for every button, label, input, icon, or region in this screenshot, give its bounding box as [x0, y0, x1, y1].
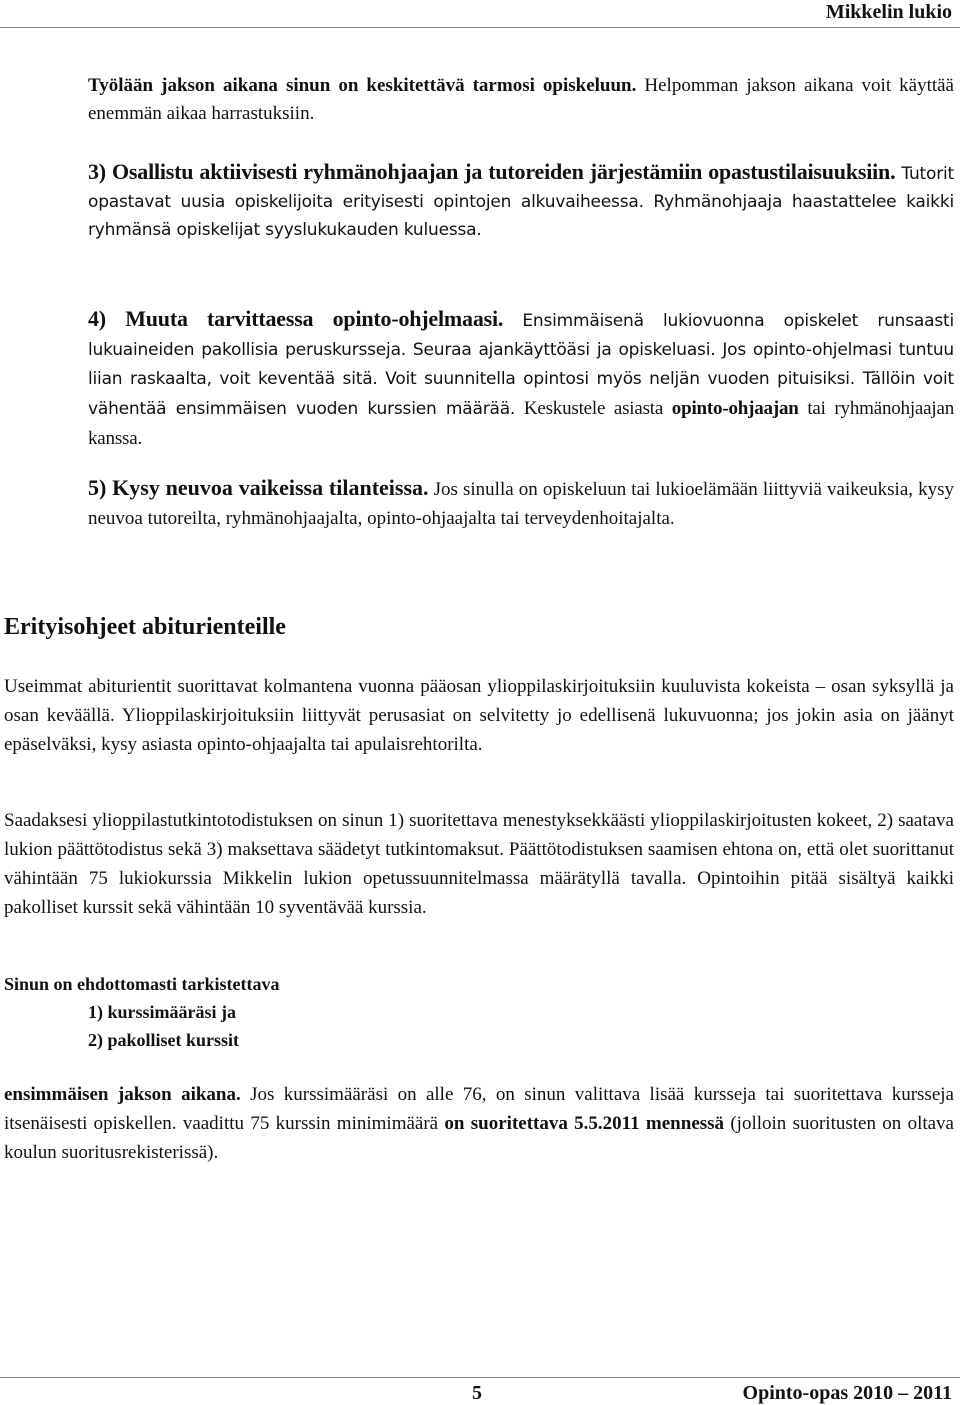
paragraph-deadline-text1: Jos kurssimääräsi on alle 76, on sinun valittava lisää kursseja tai suoritettava kursseja itsenäisesti opiskellen. vaadittu 75 kurssin minimimäärä: [4, 1084, 954, 1134]
paragraph-diploma: Saadaksesi ylioppilastutkintotodistuksen on sinun 1) suoritettava menestyksekkäästi ylioppilaskirjoitusten kokeet, 2) saatava lukion päättötodistus sekä 3) maksettava säädetyt tutkintomaksut. Päättötodistuksen saamisen ehtona on, että olet suorittanut vähintään 75 lukiokurssia Mikkelin lukion opetussuunnitelmassa määrätyllä tavalla. Opintoihin pitää sisältyä kaikki pakolliset kurssit sekä vähintään 10 syventävää kurssia.: [4, 810, 954, 918]
paragraph-tutors: [88, 158, 954, 244]
page-number: 5: [472, 1382, 482, 1404]
check-item-1: 1) kurssimääräsi ja: [88, 1002, 236, 1022]
header-title: Mikkelin lukio: [825, 1, 952, 23]
paragraph-study-plan: [88, 304, 954, 454]
paragraph-focus: [88, 72, 954, 128]
section-title: Erityisohjeet abiturienteille: [4, 614, 286, 640]
paragraph-ask-advice: [88, 473, 954, 533]
paragraph-deadline-text2: (jolloin suoritusten on oltava koulun suoritusrekisterissä).: [4, 1113, 954, 1163]
paragraph-ask-advice-bold: 5) Kysy neuvoa vaikeissa tilanteissa.: [88, 475, 429, 500]
paragraph-tutors-bold: 3) Osallistu aktiivisesti ryhmänohjaajan ja tutoreiden järjestämiin opastustilaisuuksiin.: [88, 159, 896, 184]
paragraph-abiturients: Useimmat abiturientit suorittavat kolmantena vuonna pääosan ylioppilaskirjoituksiin kuuluvista kokeista – osan syksyllä ja osan keväällä. Ylioppilaskirjoituksiin liittyvät perusasiat on selvitetty jo edellisenä lukuvuonna; jos jokin asia on jäänyt epäselväksi, kysy asiasta opinto-ohjaajalta tai apulaisrehtorilta.: [4, 676, 954, 755]
check-title: Sinun on ehdottomasti tarkistettava: [4, 974, 280, 994]
paragraph-study-plan-text2: Keskustele asiasta: [515, 398, 672, 419]
paragraph-study-plan-bold2: opinto-ohjaajan: [671, 398, 799, 419]
paragraph-study-plan-bold: 4) Muuta tarvittaessa opinto-ohjelmaasi.: [88, 306, 504, 331]
check-item-2: 2) pakolliset kurssit: [88, 1030, 240, 1050]
paragraph-study-plan-text: Ensimmäisenä lukiovuonna opiskelet runsaasti lukuaineiden pakollisia peruskursseja. Seuraa ajankäyttöäsi ja opiskeluasi. Jos opinto-ohjelmasi tuntuu liian raskaalta, voit keventää sitä. Voit suunnitella opintosi myös neljän vuoden pituisiksi. Tällöin voit vähentää ensimmäisen vuoden kurssien määrää.: [88, 311, 954, 419]
footer-title: Opinto-opas 2010 – 2011: [742, 1382, 952, 1404]
paragraph-study-plan-text3: tai ryhmänohjaajan kanssa.: [88, 398, 955, 449]
paragraph-tutors-text: Tutorit opastavat uusia opiskelijoita erityisesti opintojen alkuvaiheessa. Ryhmänohjaaja haastattelee kaikki ryhmänsä opiskelijat syyslukukauden kuluessa.: [88, 164, 955, 240]
paragraph-focus-bold: Työlään jakson aikana sinun on keskitettävä tarmosi opiskeluun.: [88, 75, 637, 96]
page-header: [0, 0, 960, 28]
paragraph-deadline-bold1: ensimmäisen jakson aikana.: [4, 1084, 241, 1105]
page-footer: [0, 1377, 960, 1405]
paragraph-ask-advice-text: Jos sinulla on opiskeluun tai lukioelämään liittyviä vaikeuksia, kysy neuvoa tutoreilta, ryhmänohjaajalta, opinto-ohjaajalta tai terveydenhoitajalta.: [88, 479, 954, 529]
paragraph-focus-text: Helpomman jakson aikana voit käyttää enemmän aikaa harrastuksiin.: [88, 75, 954, 124]
paragraph-deadline-bold2: on suoritettava 5.5.2011 mennessä: [444, 1113, 725, 1134]
paragraph-deadline: [4, 1080, 954, 1167]
